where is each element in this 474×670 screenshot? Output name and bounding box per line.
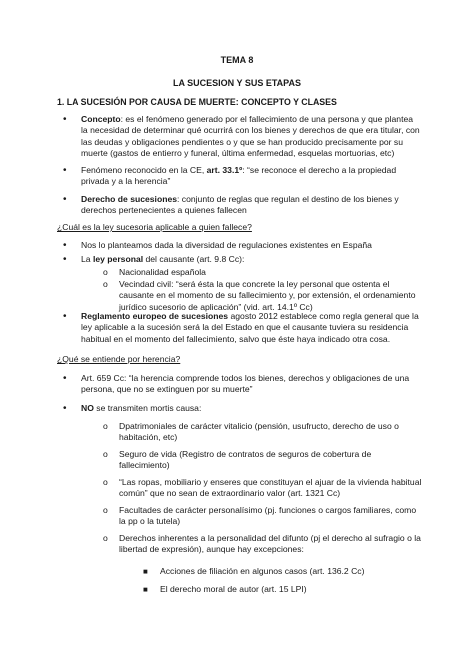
subsublist-item-acciones: ■ Acciones de filiación en algunos casos (art. 136.2 Cc) bbox=[143, 566, 365, 576]
list-item-no-transmiten: • NO se transmiten mortis causa: bbox=[63, 403, 202, 414]
sublist-item-nacionalidad: o Nacionalidad española bbox=[103, 267, 206, 277]
circle-bullet-icon: o bbox=[103, 477, 108, 487]
list-item-concepto bbox=[63, 114, 421, 160]
circle-bullet-icon: o bbox=[103, 533, 108, 543]
section-heading: 1. LA SUCESIÓN POR CAUSA DE MUERTE: CONCEPTO Y CLASES bbox=[57, 97, 337, 107]
tema-heading: TEMA 8 bbox=[220, 55, 254, 65]
document-title: LA SUCESION Y SUS ETAPAS bbox=[172, 78, 302, 88]
bullet-icon: • bbox=[63, 194, 67, 205]
circle-bullet-icon: o bbox=[103, 267, 108, 277]
list-item-art659: • Art. 659 Cc: “la herencia comprende todos los bienes, derechos y obligaciones de una persona, que no se extinguen por su muerte” bbox=[63, 373, 410, 395]
bullet-icon: • bbox=[63, 165, 67, 176]
list-item-reglamento: • Reglamento europeo de sucesiones agosto 2012 establece como regla general que la ley aplicable a la sucesión será la del Estado en que el causante tuviera su residencia habitual en el momento del fallecimiento, salvo que éste haya indicado otra cosa. bbox=[63, 311, 419, 344]
bullet-icon: • bbox=[63, 254, 67, 265]
concepto-label: Concepto bbox=[81, 114, 121, 124]
sublist-item-vecindad: o Vecindad civil: “será ésta la que concrete la ley personal que ostenta el causante en el momento de su fallecimiento y, por extensión, el ordenamiento jurídico sucesorio de aplicación” (vid. art. 14.1º Cc) bbox=[103, 279, 416, 312]
list-item-fenomeno: • Fenómeno reconocido en la CE, art. 33.1º: “se reconoce el derecho a la propiedad privada y a la herencia” bbox=[63, 165, 397, 187]
sublist-item-derechos-inherentes: o Derechos inherentes a la personalidad del difunto (pj el derecho al sufragio o la libertad de expresión), aunque hay excepciones: bbox=[103, 533, 421, 555]
bullet-icon: • bbox=[63, 311, 67, 322]
bullet-icon: • bbox=[63, 373, 67, 384]
sublist-item-facultades: o Facultades de carácter personalísimo (pj. funciones o cargos familiares, como la pp o la tutela) bbox=[103, 505, 417, 527]
sublist-item-dpatrimoniales: o Dpatrimoniales de carácter vitalicio (pensión, usufructo, derecho de uso o habitación, etc) bbox=[103, 421, 399, 443]
bullet-icon: • bbox=[63, 114, 67, 125]
question-ley-sucesoria: ¿Cuál es la ley sucesoria aplicable a quien fallece? bbox=[57, 222, 252, 232]
list-item-planteamos: • Nos lo planteamos dada la diversidad de regulaciones existentes en España bbox=[63, 240, 372, 251]
circle-bullet-icon: o bbox=[103, 421, 108, 431]
question-herencia: ¿Qué se entiende por herencia? bbox=[57, 354, 181, 364]
article-ref: art. 33.1º bbox=[206, 165, 243, 175]
list-item-derecho: • Derecho de sucesiones: conjunto de reglas que regulan el destino de los bienes y derechos pertenecientes a quienes fallecen bbox=[63, 194, 399, 216]
bullet-icon: • bbox=[63, 403, 67, 414]
sublist-item-seguro: o Seguro de vida (Registro de contratos de seguros de cobertura de fallecimiento) bbox=[103, 449, 372, 471]
derecho-label: Derecho de sucesiones bbox=[81, 194, 178, 204]
square-bullet-icon: ■ bbox=[143, 585, 148, 594]
circle-bullet-icon: o bbox=[103, 279, 108, 289]
circle-bullet-icon: o bbox=[103, 449, 108, 459]
concepto-text: : es el fenómeno generado por el fallecimiento de una persona y que plantea la necesidad de determinar qué ocurrirá con los bienes y derechos de que era titular, con las deudas y obligaciones pendientes o y que se han producido precisamente por su muerte (gastos de entierro y funeral, última enfermedad, esquelas mortuorias, etc) bbox=[81, 114, 420, 159]
sublist-item-ropas: o “Las ropas, mobiliario y enseres que constituyan el ajuar de la vivienda habitual común” que no sean de extraordinario valor (art. 1321 Cc) bbox=[103, 477, 422, 499]
list-item-ley-personal: • La ley personal del causante (art. 9.8 Cc): bbox=[63, 254, 245, 265]
subsublist-item-derecho-moral: ■ El derecho moral de autor (art. 15 LPI) bbox=[143, 584, 307, 594]
square-bullet-icon: ■ bbox=[143, 567, 148, 576]
bullet-icon: • bbox=[63, 240, 67, 251]
circle-bullet-icon: o bbox=[103, 505, 108, 515]
